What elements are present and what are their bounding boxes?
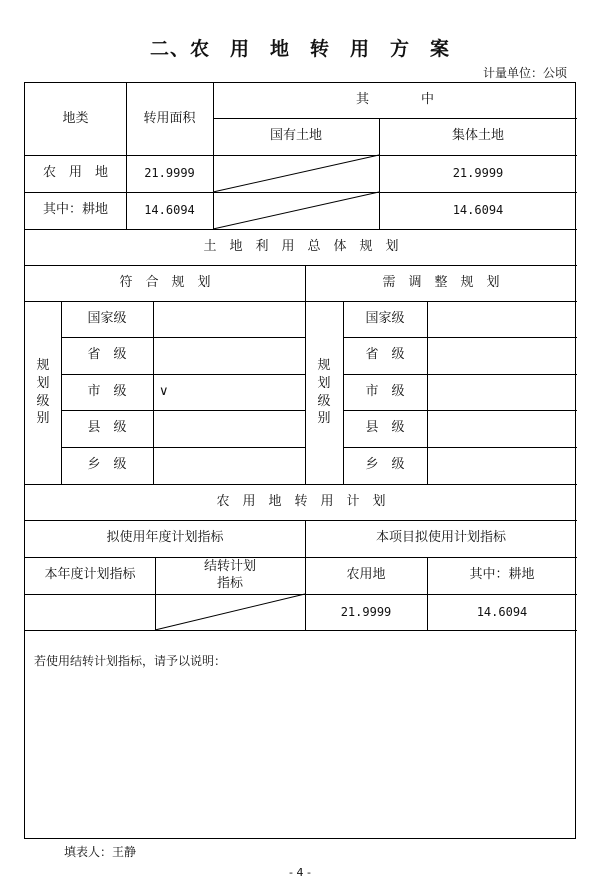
conversion-table [24,82,576,839]
level-township-left: 乡 级 [87,457,127,473]
level-county-left: 县 级 [87,420,127,436]
arable-collective-value: 14.6094 [452,203,504,217]
carry-over-explanation-label: 若使用结转计划指标，请予以说明： [34,654,227,668]
row-label-arable: 其中：耕地 [42,202,108,218]
annual-quota-header: 拟使用年度计划指标 [106,530,224,546]
measurement-unit: 计量单位：公顷 [482,66,567,80]
adjust-plan-header: 需 调 整 规 划 [382,274,500,290]
level-national-left: 国家级 [87,310,127,326]
conform-mark-county [153,410,305,447]
of-which-header: 其 中 [355,92,434,108]
conform-plan-header: 符 合 规 划 [119,274,211,290]
conversion-plan-section-title: 农 用 地 转 用 计 划 [216,493,386,509]
arable-area-value: 14.6094 [144,203,195,217]
level-national-right: 国家级 [365,310,405,326]
arable-quota-header: 其中：耕地 [469,567,535,583]
collective-land-header: 集体土地 [451,128,504,144]
level-city-right: 市 级 [365,383,405,399]
conform-mark-province [153,337,305,374]
level-province-left: 省 级 [87,347,127,363]
grid-line [427,301,428,484]
form-filler: 填表人：王静 [64,845,137,859]
farmland-quota-value: 21.9999 [340,604,392,619]
this-year-quota-header: 本年度计划指标 [44,567,136,583]
land-use-plan-section-title: 土 地 利 用 总 体 规 划 [203,238,399,254]
carry-over-quota-header: 结转计划 指标 [203,559,256,591]
row-label-farmland: 农 用 地 [42,165,108,181]
level-county-right: 县 级 [365,420,405,436]
empty-cell-diagonal [213,155,379,192]
arable-quota-value: 14.6094 [476,604,528,619]
conform-mark-national [153,301,305,337]
level-province-right: 省 级 [365,347,405,363]
farmland-quota-header: 农用地 [346,567,386,583]
area-header: 转用面积 [143,110,196,126]
state-land-header: 国有土地 [269,128,322,144]
grid-line [25,630,577,631]
conform-mark-township [153,447,305,484]
page-number: - 4 - [289,866,311,879]
plan-level-label-right: 规 划 级 别 [317,358,331,427]
farmland-area-value: 21.9999 [144,166,195,180]
this-year-quota-value [25,594,155,630]
empty-cell-diagonal [155,594,305,630]
empty-cell-diagonal [213,192,379,229]
level-township-right: 乡 级 [365,457,405,473]
form-title: 二、农 用 地 转 用 方 案 [149,38,450,60]
farmland-collective-value: 21.9999 [452,166,504,180]
level-city-left: 市 级 [87,383,127,399]
plan-level-label-left: 规 划 级 别 [36,358,50,427]
land-type-header: 地类 [62,110,89,126]
conform-mark-city: ∨ [159,383,169,399]
project-quota-header: 本项目拟使用计划指标 [375,530,506,546]
